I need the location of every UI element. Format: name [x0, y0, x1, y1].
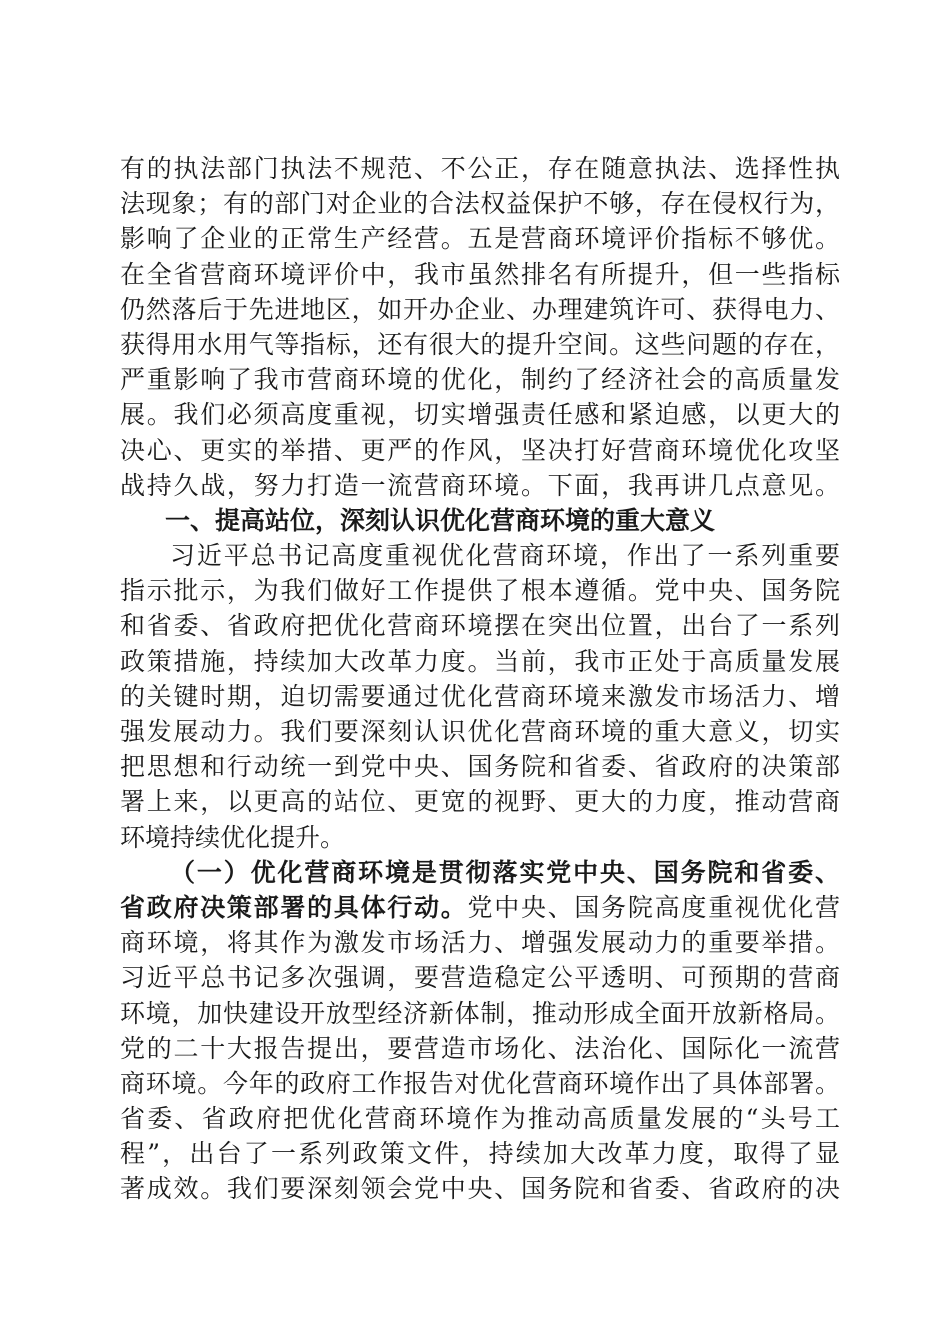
text-line: 严重影响了我市营商环境的优化，制约了经济社会的高质量发: [120, 365, 840, 395]
document-body: [120, 151, 840, 1207]
text-line: 决心、更实的举措、更严的作风，坚决打好营商环境优化攻坚: [120, 435, 840, 465]
text-line: 商环境。今年的政府工作报告对优化营商环境作出了具体部署。: [120, 1068, 840, 1098]
text-line: 习近平总书记高度重视优化营商环境，作出了一系列重要: [170, 541, 840, 571]
text-line: 在全省营商环境评价中，我市虽然排名有所提升，但一些指标: [120, 259, 840, 289]
text-line: 有的执法部门执法不规范、不公正，存在随意执法、选择性执: [120, 154, 840, 183]
text-line: 和省委、省政府把优化营商环境摆在突出位置，出台了一系列: [120, 611, 840, 641]
text-line: 署上来，以更高的站位、更宽的视野、更大的力度，推动营商: [120, 787, 840, 817]
section-heading: 一、提高站位，深刻认识优化营商环境的重大意义: [165, 505, 716, 535]
subsection-heading-tail: 省政府决策部署的具体行动。: [120, 892, 468, 922]
text-line: 环境，加快建设开放型经济新体制，推动形成全面开放新格局。: [120, 998, 840, 1028]
text-line: 习近平总书记多次强调，要营造稳定公平透明、可预期的营商: [120, 963, 840, 993]
paragraph-subsection-1: [120, 855, 840, 1207]
text-line: 著成效。我们要深刻领会党中央、国务院和省委、省政府的决: [120, 1174, 840, 1204]
text-line: 展。我们必须高度重视，切实增强责任感和紧迫感，以更大的: [120, 400, 840, 430]
text-line: 环境持续优化提升。: [120, 822, 346, 852]
text-line: 商环境，将其作为激发市场活力、增强发展动力的重要举措。: [120, 928, 840, 958]
subsection-heading-line: （一）优化营商环境是贯彻落实党中央、国务院和省委、: [170, 857, 840, 887]
text-line: 法现象；有的部门对企业的合法权益保护不够，存在侵权行为，: [120, 189, 840, 219]
paragraph-significance: [120, 538, 840, 855]
text-line: 省委、省政府把优化营商环境作为推动高质量发展的“头号工: [120, 1104, 840, 1134]
text-line: 的关键时期，迫切需要通过优化营商环境来激发市场活力、增: [120, 681, 840, 711]
text-line: 程”，出台了一系列政策文件，持续加大改革力度，取得了显: [120, 1139, 840, 1169]
text-line-mixed: [120, 890, 840, 925]
text-line: 战持久战，努力打造一流营商环境。下面，我再讲几点意见。: [120, 470, 840, 500]
text-line: 仍然落后于先进地区，如开办企业、办理建筑许可、获得电力、: [120, 294, 840, 324]
text-line: 政策措施，持续加大改革力度。当前，我市正处于高质量发展: [120, 646, 840, 676]
text-line: 把思想和行动统一到党中央、国务院和省委、省政府的决策部: [120, 752, 840, 782]
text-line: 党的二十大报告提出，要营造市场化、法治化、国际化一流营: [120, 1033, 840, 1063]
text-line: 影响了企业的正常生产经营。五是营商环境评价指标不够优。: [120, 224, 840, 254]
text-line: 强发展动力。我们要深刻认识优化营商环境的重大意义，切实: [120, 717, 840, 746]
text-line: 获得用水用气等指标，还有很大的提升空间。这些问题的存在，: [120, 329, 840, 359]
text-run: 党中央、国务院高度重视优化营: [467, 892, 840, 922]
text-line: 指示批示，为我们做好工作提供了根本遵循。党中央、国务院: [120, 576, 840, 606]
paragraph-continued: [120, 151, 840, 503]
